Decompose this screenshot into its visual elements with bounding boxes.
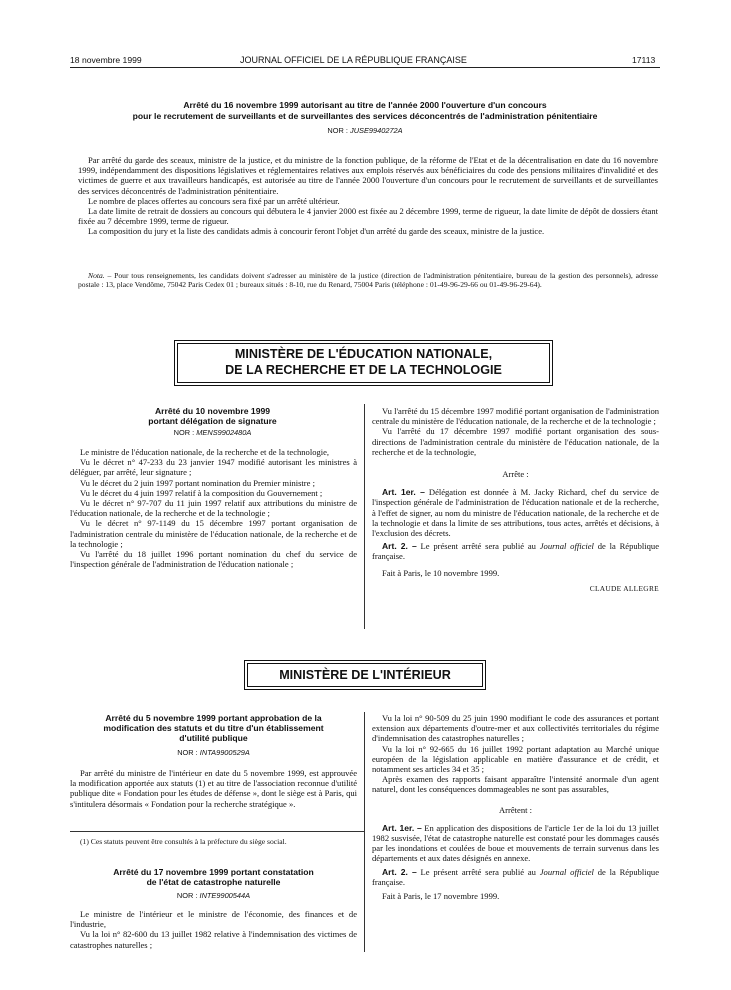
interieur-a2-nor (70, 891, 357, 900)
interieur-a2-visa: Vu la loi n° 82-600 du 13 juillet 1982 relative à l'indemnisation des victimes de catastrophes naturelles ; (70, 929, 357, 950)
education-visa: Vu le décret n° 97-1149 du 15 décembre 1997 portant organisation de l'administration centrale du ministère de l'éducation nationale, de la recherche et de la technologie ; (70, 518, 357, 549)
education-visa: Vu l'arrêté du 15 décembre 1997 modifié portant organisation de l'administration centrale du ministère de l'éducation nationale, de la recherche et de la technologie ; (372, 406, 659, 427)
nor-label: NOR : (176, 891, 200, 900)
interieur-a2-visa: Vu la loi n° 92-665 du 16 juillet 1992 portant adaptation au Marché unique européen de la législation applicable en matière d'assurance et de crédit, et notamment ses articles 34 et 35 ; (372, 743, 659, 775)
a2-title-line: de l'état de catastrophe naturelle (146, 877, 281, 887)
page-number: 17113 (632, 55, 656, 65)
journal-officiel-ref: Journal officiel (539, 541, 594, 552)
nor-code: JUSE9940272A (350, 126, 403, 135)
education-visa: Vu le décret du 2 juin 1997 portant nomination du Premier ministre ; (80, 477, 315, 488)
nota-text: Pour tous renseignements, les candidats doivent s'adresser au ministère de la justice (direction de l'administration pénitentiaire, bureau de la gestion des personnels), adresse postale : 13, place Vendôme, 75042 Paris Cedex 01 ; bureaux situés : 8-10, rue du Renard, 75004 Paris (téléphone : 01-49-96-29-66 ou 01-49-96-29-64). (78, 271, 658, 290)
interieur-a2-visa: Après examen des rapports faisant apparaître l'intensité anormale d'un agent naturel, dont les conséquences dommageables ne sont pas assurables, (372, 774, 659, 795)
article-text: Le présent arrêté sera publié au (416, 866, 540, 877)
article-label: Art. 2. – (382, 866, 417, 877)
interieur-a2-visa: Le ministre de l'intérieur et le ministre de l'économie, des finances et de l'industrie, (70, 909, 357, 930)
article-text: de la République française. (372, 866, 659, 887)
nor-label: NOR : (177, 748, 200, 757)
education-left-column (70, 447, 357, 569)
justice-title-line1: Arrêté du 16 novembre 1999 autorisant au titre de l'année 2000 l'ouverture d'un concours (183, 100, 547, 110)
education-title (70, 406, 355, 426)
article-text: Le présent arrêté sera publié au (416, 541, 540, 552)
justice-paragraph: Par arrêté du garde des sceaux, ministre de la justice, et du ministre de la fonction publique, de la réforme de l'Etat et de la décentralisation en date du 16 novembre 1999, indépendamment des dispositions législatives et réglementaires relatives aux emplois réservés aux bénéficiaires du code des pensions militaires d'invalidité et des victimes de guerre et aux travailleurs handicapés, est autorisée au titre de l'année 2000 l'ouverture d'un concours pour le recrutement de surveillants et de surveillantes des services déconcentrés de l'administration pénitentiaire. (78, 155, 658, 196)
education-visa: Vu l'arrêté du 18 juillet 1996 portant nomination du chef du service de l'inspection générale de l'administration de l'éducation nationale ; (70, 549, 357, 570)
article-label: Art. 2. – (382, 541, 417, 552)
interieur-article-1 (372, 823, 659, 864)
journal-title: JOURNAL OFFICIEL DE LA RÉPUBLIQUE FRANÇAISE (240, 55, 467, 65)
justice-title (70, 100, 660, 122)
header-rule (70, 67, 660, 68)
education-signature: CLAUDE ALLEGRE (589, 583, 659, 593)
column-divider (364, 712, 365, 952)
ministry-education-line1: MINISTÈRE DE L'ÉDUCATION NATIONALE, (234, 347, 493, 361)
nor-code: INTA9900529A (199, 748, 250, 757)
justice-paragraph: La composition du jury et la liste des candidats admis à concourir feront l'objet d'un arrêté du garde des sceaux, ministre de la justice. (88, 226, 545, 237)
education-nor (70, 428, 355, 437)
justice-paragraph: La date limite de retrait de dossiers au concours qui débutera le 4 janvier 2000 est fixée au 2 décembre 1999, terme de rigueur, la date limite de dépôt de dossiers étant fixée au 7 décembre 1999, terme de rigueur. (78, 206, 658, 227)
interieur-a2-title (70, 867, 357, 887)
education-visa: Vu le décret n° 97-707 du 11 juin 1997 relatif aux attributions du ministre de l'éducation nationale, de la recherche et de la technologie ; (70, 498, 357, 519)
nor-code: MENS9902480A (196, 428, 252, 437)
justice-title-line2: pour le recrutement de surveillants et de surveillantes des services déconcentrés de l'administration pénitentiaire (132, 111, 598, 121)
article-text: Délégation est donnée à M. Jacky Richard, chef du service de l'inspection générale de l'administration de l'éducation nationale et de la recherche, à l'effet de signer, au nom du ministre de l'éducation nationale, de la recherche et de la technologie et dans la limite de ses attributions, tous actes, arrêtés et décisions, à l'exclusion des décrets. (372, 487, 659, 539)
interieur-right-column (372, 713, 659, 901)
nor-code: INTE9900544A (199, 891, 251, 900)
education-title-line1: Arrêté du 10 novembre 1999 (154, 406, 271, 416)
a1-title-line: modification des statuts et du titre d'un établissement (103, 723, 324, 733)
ministry-education-box (177, 343, 550, 383)
journal-officiel-ref: Journal officiel (539, 866, 594, 877)
article-text: En application des dispositions de l'article 1er de la loi du 13 juillet 1982 susvisée, l'état de catastrophe naturelle est constaté pour les dommages causés par les inondations et coulées de boue et mouvements de terrain survenus dans les départements et aux dates désignés en annexe. (372, 822, 659, 864)
education-visa: Vu le décret n° 47-233 du 23 janvier 1947 modifié autorisant les ministres à déléguer, par arrêté, leur signature ; (70, 457, 357, 478)
interieur-a1-footnote: (1) Ces statuts peuvent être consultés à la préfecture du siège social. (80, 837, 287, 846)
education-title-line2: portant délégation de signature (148, 416, 277, 426)
education-arrete: Arrête : (502, 469, 529, 480)
justice-nor (70, 126, 660, 135)
interieur-a1-body (70, 768, 357, 809)
ministry-education-line2: DE LA RECHERCHE ET DE LA TECHNOLOGIE (225, 363, 502, 377)
justice-body (78, 155, 658, 237)
interieur-article-2 (372, 867, 659, 887)
article-label: Art. 1er. – (382, 487, 425, 498)
education-right-column (372, 406, 659, 594)
interieur-fait: Fait à Paris, le 17 novembre 1999. (382, 891, 500, 902)
justice-paragraph: Le nombre de places offertes au concours sera fixé par un arrêté ultérieur. (88, 195, 340, 206)
footnote-rule (70, 831, 364, 832)
education-article-2 (372, 541, 659, 561)
a1-title-line: d'utilité publique (179, 733, 248, 743)
a2-title-line: Arrêté du 17 novembre 1999 portant constatation (113, 867, 314, 877)
interieur-a1-title (70, 713, 357, 743)
article-label: Art. 1er. – (382, 822, 422, 833)
justice-nota (78, 271, 658, 289)
nor-label: NOR : (173, 428, 197, 437)
education-article-1 (372, 487, 659, 538)
interieur-a2-visa: Vu la loi n° 90-509 du 25 juin 1990 modifiant le code des assurances et portant extension aux départements d'outre-mer et aux collectivités territoriales du régime d'indemnisation des catastrophes naturelles ; (372, 713, 659, 744)
interieur-a1-paragraph: Par arrêté du ministre de l'intérieur en date du 5 novembre 1999, est approuvée la modification apportée aux statuts (1) et au titre de l'association reconnue d'utilité publique dite « Fondation pour les études de défense », dont le siège est à Paris, qui s'intitulera désormais « Fondation pour la recherche stratégique ». (70, 768, 357, 809)
education-visa: Vu l'arrêté du 17 décembre 1997 modifié portant organisation des sous-directions de l'administration centrale du ministère de l'éducation nationale, de la recherche et de la technologie, (372, 426, 659, 457)
nor-label: NOR : (327, 126, 350, 135)
ministry-interieur-box: MINISTÈRE DE L'INTÉRIEUR (247, 663, 483, 687)
education-visa: Vu le décret du 4 juin 1997 relatif à la composition du Gouvernement ; (80, 487, 323, 498)
column-divider (364, 404, 365, 629)
article-text: de la République française. (372, 541, 659, 562)
education-visa: Le ministre de l'éducation nationale, de la recherche et de la technologie, (80, 447, 330, 457)
interieur-arretent: Arrêtent : (499, 804, 532, 815)
header-date: 18 novembre 1999 (70, 55, 142, 65)
interieur-a1-nor (70, 748, 357, 757)
education-fait: Fait à Paris, le 10 novembre 1999. (382, 567, 500, 578)
nota-label: Nota. – (88, 271, 115, 280)
a1-title-line: Arrêté du 5 novembre 1999 portant approbation de la (105, 713, 322, 723)
interieur-a2-left-column (70, 909, 357, 950)
